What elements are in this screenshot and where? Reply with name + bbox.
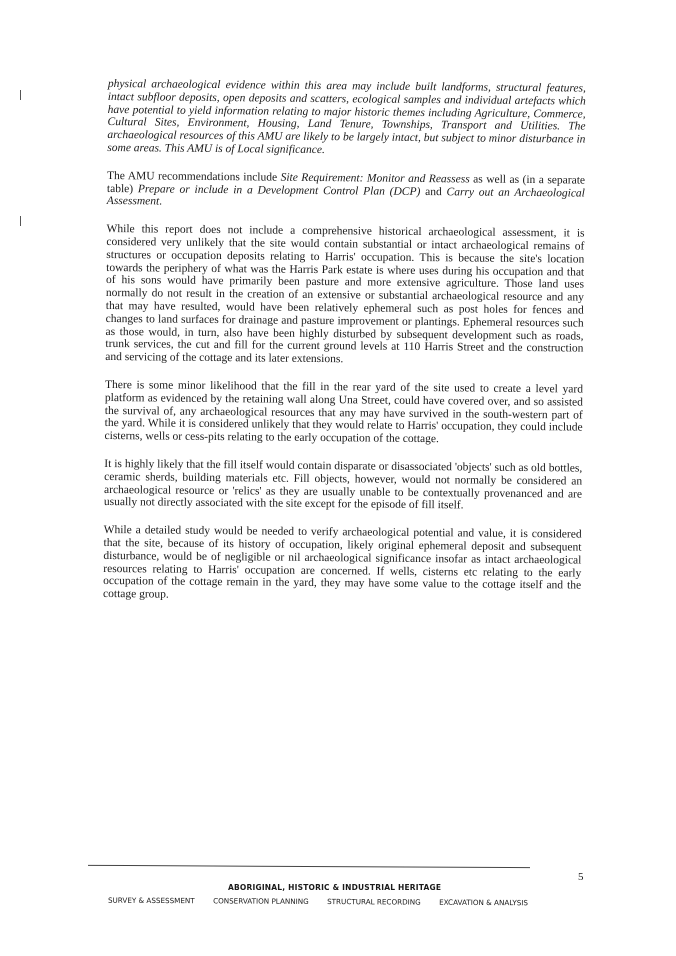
dcp-recommendation: Prepare or include in a Development Control Plan (DCP) [137, 182, 421, 198]
footer-service-conservation: CONSERVATION PLANNING [213, 896, 309, 906]
page-number: 5 [578, 871, 584, 883]
recommendations-mid-2: and [420, 185, 447, 198]
rear-yard-fill-paragraph: There is some minor likelihood that the fill in the rear yard of the site used to create a level yard platform as evidenced by the retaining wall along Una Street, could have covered over, and so assisted the survival of, any archaeological resources that any may have survived in the south-western part of the yard. While it is considered unlikely that they would relate to Harris' occupation, they could include cisterns, wells or cess-pits relating to the early occupation of the cottage. [104, 378, 584, 446]
body-text [103, 78, 586, 620]
margin-mark [20, 216, 21, 226]
recommendations-end: . [159, 195, 163, 208]
significance-conclusion-paragraph: While a detailed study would be needed to verify archaeological potential and value, it is considered that the site, because of its history of occupation, likely original ephemeral deposit and subsequent disturbance, would be of negligible or nil archaeological significance insofar as intact archaeological resources relating to Harris' occupation are concerned. If wells, cisterns etc relating to the early occupation of the cottage remain in the yard, they may have some value to the cottage itself and the cottage group. [102, 524, 582, 601]
footer-title: ABORIGINAL, HISTORIC & INDUSTRIAL HERITAGE [228, 883, 442, 892]
site-requirement: Site Requirement: Monitor and Reassess [280, 171, 470, 186]
recommendations-mid-1: as well as (in a separate table) [106, 173, 586, 195]
margin-mark [20, 90, 21, 100]
harris-occupation-paragraph: While this report does not include a comprehensive historical archaeological assessment, it is considered very unlikely that the site would contain substantial or intact archaeological remains of structures or occupation deposits relating to Harris' occupation. This is because the site's location towards the periphery of what was the Harris Park estate is where uses during his occupation and that of his sons would have primarily been pasture and more extensive agriculture. Those land uses normally do not result in the creation of an extensive or substantial archaeological resource and any that may have resulted, would have been relatively ephemeral such as post holes for fences and changes to land surfaces for drainage and pasture improvement or plantings. Ephemeral resources such as those would, in turn, also have been highly disturbed by subsequent development such as roads, trunk services, the cut and fill for the current ground levels at 110 Harris Street and the construction and servicing of the cottage and its later extensions. [105, 223, 585, 366]
amu-recommendations-paragraph [107, 170, 585, 213]
assessment-recommendation: Carry out an Archaeological Assessment [106, 185, 585, 208]
amu-description-paragraph: physical archaeological evidence within this area may include built landforms, structural features, intact subfloor deposits, open deposits and scatters, ecological samples and individual artefacts which have potential to yield information relating to major historic themes including Agriculture, Commerce, Cultural Sites, Environment, Housing, Land Tenure, Townships, Transport and Utilities. The archaeological resources of this AMU are likely to be largely intact, but subject to minor disturbance in some areas. This AMU is of Local significance. [107, 78, 586, 157]
footer-services [108, 896, 528, 908]
footer-rule [88, 865, 530, 868]
footer-service-survey: SURVEY & ASSESSMENT [107, 895, 195, 906]
footer-service-recording: STRUCTURAL RECORDING [327, 897, 421, 907]
recommendations-intro: The AMU recommendations include [107, 169, 281, 184]
fill-objects-paragraph: It is highly likely that the fill itself would contain disparate or disassociated 'objects' such as old bottles, ceramic sherds, building materials etc. Fill objects, however, would not normally be considered an archaeological resource or 'relics' as they are usually unable to be contextually provenanced and are usually not directly associated with the site except for the episode of fill itself. [103, 457, 583, 512]
footer-service-excavation: EXCAVATION & ANALYSIS [439, 897, 528, 908]
